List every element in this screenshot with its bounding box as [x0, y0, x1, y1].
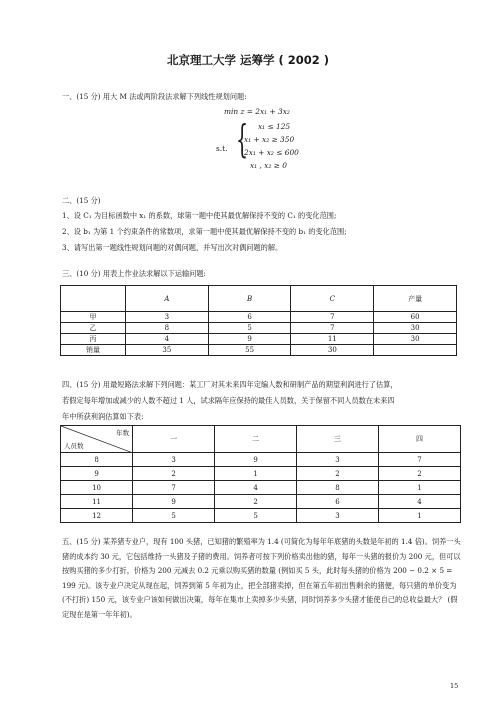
cell: 销量 [61, 345, 126, 356]
profit-header-row [61, 426, 461, 453]
cell: 乙 [61, 323, 126, 334]
q4-line-2: 若假定每年增加或减少的人数不超过 1 人，试求隔年应保持的最佳人员数，关于保留不同人员数在未来四 [62, 396, 395, 405]
cell: 1 [215, 467, 297, 481]
q1-constraint-3: 2x₁ + x₂ ≤ 600 [244, 148, 299, 157]
header-cell: B [208, 286, 291, 312]
q1-st: s.t. [216, 144, 228, 153]
cell: 7 [291, 312, 374, 323]
cell: 11 [61, 495, 133, 509]
transport-table [60, 285, 457, 356]
header-cell: 产量 [374, 286, 457, 312]
cell: 甲 [61, 312, 126, 323]
cell: 55 [208, 345, 291, 356]
q2-item-1: 1、设 C₁ 为目标函数中 x₁ 的系数，球第一题中使其最优解保持不变的 C₁ 的变化范围; [62, 211, 337, 220]
q1-constraint-4: x₁ , x₂ ≥ 0 [250, 161, 287, 170]
cell: 6 [297, 495, 379, 509]
table-row [61, 495, 461, 509]
cell: 2 [378, 467, 460, 481]
q3-intro: 三、(10 分) 用表上作业法求解以下运输问题: [62, 269, 206, 278]
q2-item-3: 3、请写出第一题线性规划问题的对偶问题，并写出次对偶问题的解。 [62, 243, 283, 252]
cell: 2 [133, 467, 215, 481]
cell: 4 [126, 334, 209, 345]
header-cell: C [291, 286, 374, 312]
header-cell [61, 286, 126, 312]
table-row [61, 481, 461, 495]
q1-objective: min z = 2x₁ + 3x₂ [224, 107, 290, 116]
cell: 3 [126, 312, 209, 323]
table-row [61, 509, 461, 523]
q2-intro: 二、(15 分) [62, 196, 101, 205]
cell: 60 [374, 312, 457, 323]
profit-table [60, 425, 461, 523]
cell: 4 [378, 495, 460, 509]
table-row [61, 312, 457, 323]
cell: 6 [208, 312, 291, 323]
cell: 7 [133, 481, 215, 495]
cell: 35 [126, 345, 209, 356]
cell: 30 [291, 345, 374, 356]
table-row [61, 323, 457, 334]
cell: 8 [126, 323, 209, 334]
q1-constraint-2: x₁ + x₂ ≥ 350 [244, 135, 295, 144]
cell: 8 [61, 453, 133, 467]
cell: 4 [215, 481, 297, 495]
q1-intro: 一、(15 分) 用大 M 法或两阶段法求解下列线性规划问题: [62, 92, 247, 101]
cell: 3 [133, 453, 215, 467]
cell: 30 [374, 334, 457, 345]
cell: 丙 [61, 334, 126, 345]
corner-top-label: 年数 [116, 429, 130, 437]
q5-paragraph: 五、(15 分) 某养猪专业户，现有 100 头猪，已知猪的繁殖率为 1.4 (可简化为每年年底猪的头数是年初的 1.4 倍)。饲养一头猪的成本约 30 元，它包括维持一头猪及子猪的费用。饲养者可按下列价格卖出他的猪，每年一头猪的报价为 200 元，但可以按购买猪的多少打折，价格为 200 元减去 0.2 元乘以购买猪的数量 (例如买 5 头，此时每头猪的价格为 200 − 0.2 × 5 = 199 元)。该专业户决定从现在起，饲养到第 5 年初为止，把全部猪卖掉，但在第五年初出售剩余的猪便，每只猪的单价变为 (不打折) 150 元，该专业户该如何做出决策，每年在集市上卖掉多少头猪，同时饲养多少头猪才能使自己的总收益最大？ (假定现在是第一年年初)。 [62, 537, 461, 619]
cell: 30 [374, 323, 457, 334]
cell: 2 [297, 467, 379, 481]
table-row [61, 453, 461, 467]
header-cell: 一 [133, 426, 215, 453]
cell: 9 [208, 334, 291, 345]
transport-header-row [61, 286, 457, 312]
cell: 9 [133, 495, 215, 509]
cell: 7 [291, 323, 374, 334]
cell: 11 [291, 334, 374, 345]
corner-bottom-label: 人员数 [64, 442, 84, 450]
page-title: 北京理工大学 运筹学 ( 2002 ) [166, 53, 330, 67]
cell: 9 [215, 453, 297, 467]
cell: 5 [215, 509, 297, 523]
cell: 3 [297, 509, 379, 523]
cell: 10 [61, 481, 133, 495]
cell [374, 345, 457, 356]
header-cell: 四 [378, 426, 460, 453]
q4-line-1: 四、(15 分) 用最短路法求解下列问题：某工厂对其未来四年定编人数和研制产品的期望利润进行了估算， [62, 380, 398, 389]
cell: 12 [61, 509, 133, 523]
page-number: 15 [450, 682, 459, 690]
corner-cell [61, 426, 133, 453]
cell: 5 [208, 323, 291, 334]
cell: 3 [297, 453, 379, 467]
table-row [61, 334, 457, 345]
cell: 1 [378, 481, 460, 495]
cell: 9 [61, 467, 133, 481]
q1-constraint-1: x₁ ≤ 125 [258, 122, 291, 131]
cell: 5 [133, 509, 215, 523]
q1-brace: { [236, 117, 249, 161]
header-cell: 三 [297, 426, 379, 453]
q2-item-2: 2、设 b₁ 为第 1 个约束条件的常数项，求第一题中使其最优解保持不变的 b₁ 的变化范围; [62, 227, 347, 236]
cell: 1 [378, 509, 460, 523]
header-cell: A [126, 286, 209, 312]
table-row [61, 467, 461, 481]
header-cell: 二 [215, 426, 297, 453]
table-row [61, 345, 457, 356]
q4-line-3: 年中所获利润估算如下表: [62, 412, 144, 421]
cell: 2 [215, 495, 297, 509]
cell: 7 [378, 453, 460, 467]
cell: 8 [297, 481, 379, 495]
